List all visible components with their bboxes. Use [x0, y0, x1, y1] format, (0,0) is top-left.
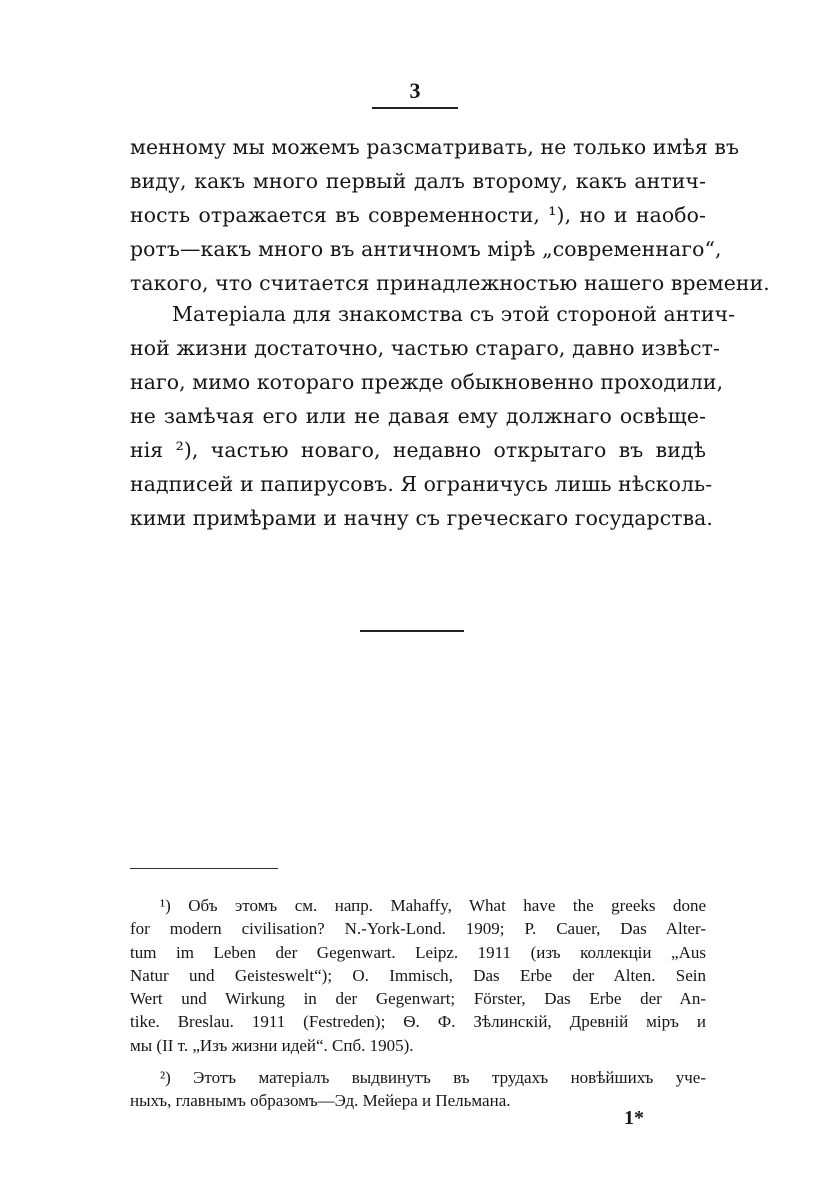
- footnote-line: ²) Этотъ матеріалъ выдвинутъ въ трудахъ новѣйшихъ уче-: [160, 1068, 706, 1088]
- footnote-line: мы (II т. „Изъ жизни идей“. Спб. 1905).: [130, 1035, 414, 1055]
- footnote-line: for modern civilisation? N.-York-Lond. 1909; P. Cauer, Das Alter-: [130, 919, 706, 939]
- footnotes: [130, 894, 706, 1113]
- section-divider: [360, 630, 464, 632]
- footnote-2: [130, 1066, 706, 1113]
- footnote-1: [130, 894, 706, 1057]
- signature-mark: 1*: [624, 1107, 644, 1129]
- footnote-line: Natur und Geisteswelt“); O. Immisch, Das Erbe der Alten. Sein: [130, 965, 706, 985]
- text-line: наго, мимо котораго прежде обыкновенно проходили,: [130, 370, 724, 394]
- footnote-line: ныхъ, главнымъ образомъ—Эд. Мейера и Пельмана.: [130, 1091, 511, 1111]
- text-line: не замѣчая его или не давая ему должнаго освѣще-: [130, 404, 706, 428]
- footnote-line: tike. Breslau. 1911 (Festreden); Ѳ. Ф. Зѣлинскій, Древній міръ и: [130, 1012, 706, 1032]
- text-line: виду, какъ много первый далъ второму, какъ антич-: [130, 169, 706, 193]
- text-line: Матеріала для знакомства съ этой стороной антич-: [172, 302, 736, 326]
- text-line: надписей и папирусовъ. Я ограничусь лишь нѣсколь-: [130, 472, 713, 496]
- text-line: такого, что считается принадлежностью нашего времени.: [130, 271, 770, 295]
- text-line: ность отражается въ современности, ¹), но и наобо-: [130, 203, 706, 227]
- text-line: нія ²), частью новаго, недавно открытаго въ видѣ: [130, 438, 706, 462]
- text-line: кими примѣрами и начну съ греческаго государства.: [130, 506, 714, 530]
- paragraph-1: [130, 130, 770, 300]
- paragraph-2: [130, 297, 736, 535]
- header-rule: [372, 107, 458, 109]
- page-number: 3: [409, 78, 421, 103]
- footnote-rule: [130, 868, 278, 869]
- text-line: ной жизни достаточно, частью стараго, давно извѣст-: [130, 336, 721, 360]
- footnote-line: tum im Leben der Gegenwart. Leipz. 1911 (изъ коллекціи „Aus: [130, 942, 706, 962]
- footnote-line: Wert und Wirkung in der Gegenwart; Förster, Das Erbe der An-: [130, 989, 706, 1009]
- text-line: менному мы можемъ разсматривать, не только имѣя въ: [130, 135, 740, 159]
- text-line: ротъ—какъ много въ античномъ мірѣ „современнаго“,: [130, 237, 722, 261]
- footnote-line: ¹) Объ этомъ см. напр. Mahaffy, What have the greeks done: [160, 896, 706, 915]
